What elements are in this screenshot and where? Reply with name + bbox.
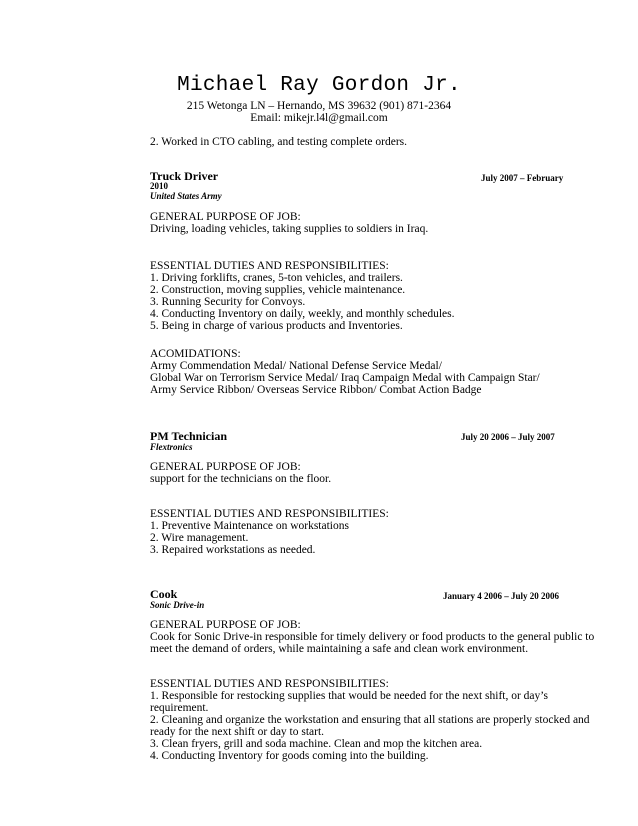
purpose-line: meet the demand of orders, while maintaining a safe and clean work environment. [150,643,529,655]
job-organization-flextronics: Flextronics [150,442,193,452]
purpose-section-truck-driver [150,211,428,235]
contact-email: Email: mikejr.l4l@gmail.com [250,112,388,124]
contact-address: 215 Wetonga LN – Hernando, MS 39632 (901) 871-2364 [186,100,452,112]
duty-item: 1. Preventive Maintenance on workstations [150,520,349,532]
duty-item: 5. Being in charge of various products and Inventories. [150,320,403,332]
duties-section-cook [150,678,590,762]
section-heading: ESSENTIAL DUTIES AND RESPONSIBILITIES: [150,260,389,272]
job-dates-pm-technician: July 20 2006 – July 2007 [461,432,555,442]
duties-section-pm-technician [150,508,389,556]
awards-section [150,348,540,396]
candidate-name: Michael Ray Gordon Jr. [177,74,461,97]
duty-item: 1. Responsible for restocking supplies that would be needed for the next shift, or day’s [150,690,548,702]
purpose-line: Driving, loading vehicles, taking supplies to soldiers in Iraq. [150,223,429,235]
section-heading: ACOMIDATIONS: [150,348,241,360]
purpose-line: Cook for Sonic Drive-in responsible for timely delivery or food products to the general public to [150,631,595,643]
award-line: Army Commendation Medal/ National Defense Service Medal/ [150,360,442,372]
job-title-cook: Cook [150,587,178,601]
duty-item: 3. Running Security for Convoys. [150,296,306,308]
job-title-pm-technician: PM Technician [150,429,228,443]
section-heading: ESSENTIAL DUTIES AND RESPONSIBILITIES: [150,508,389,520]
section-heading: ESSENTIAL DUTIES AND RESPONSIBILITIES: [150,678,389,690]
duty-item: 3. Repaired workstations as needed. [150,544,316,556]
job-organization-sonic: Sonic Drive-in [150,600,205,610]
duty-item: 4. Conducting Inventory on daily, weekly, and monthly schedules. [150,308,455,320]
award-line: Global War on Terrorism Service Medal/ Iraq Campaign Medal with Campaign Star/ [150,372,540,384]
job-dates-cook: January 4 2006 – July 20 2006 [443,591,560,601]
intro-line: 2. Worked in CTO cabling, and testing complete orders. [150,136,408,148]
purpose-line: support for the technicians on the floor. [150,473,332,485]
purpose-section-cook [150,619,594,655]
section-heading: GENERAL PURPOSE OF JOB: [150,211,301,223]
section-heading: GENERAL PURPOSE OF JOB: [150,461,301,473]
duty-item: 2. Cleaning and organize the workstation and ensuring that all stations are properly stocked and [150,714,590,726]
duty-item: 4. Conducting Inventory for goods coming into the building. [150,750,429,762]
duty-item: 3. Clean fryers, grill and soda machine. Clean and mop the kitchen area. [150,738,483,750]
duty-item: 2. Construction, moving supplies, vehicle maintenance. [150,284,406,296]
duty-item: requirement. [150,702,209,714]
duty-item: 2. Wire management. [150,532,249,544]
section-heading: GENERAL PURPOSE OF JOB: [150,619,301,631]
job-title-truck-driver: Truck Driver [150,169,219,183]
duties-section-truck-driver [150,260,454,332]
job-dates-wrap-truck-driver: 2010 [150,181,168,191]
job-organization-army: United States Army [150,191,222,201]
award-line: Army Service Ribbon/ Overseas Service Ribbon/ Combat Action Badge [150,384,482,396]
job-dates-truck-driver: July 2007 – February [481,173,564,183]
duty-item: 1. Driving forklifts, cranes, 5-ton vehicles, and trailers. [150,272,403,284]
purpose-section-pm-technician [150,461,331,485]
duty-item: ready for the next shift or day to start. [150,726,325,738]
